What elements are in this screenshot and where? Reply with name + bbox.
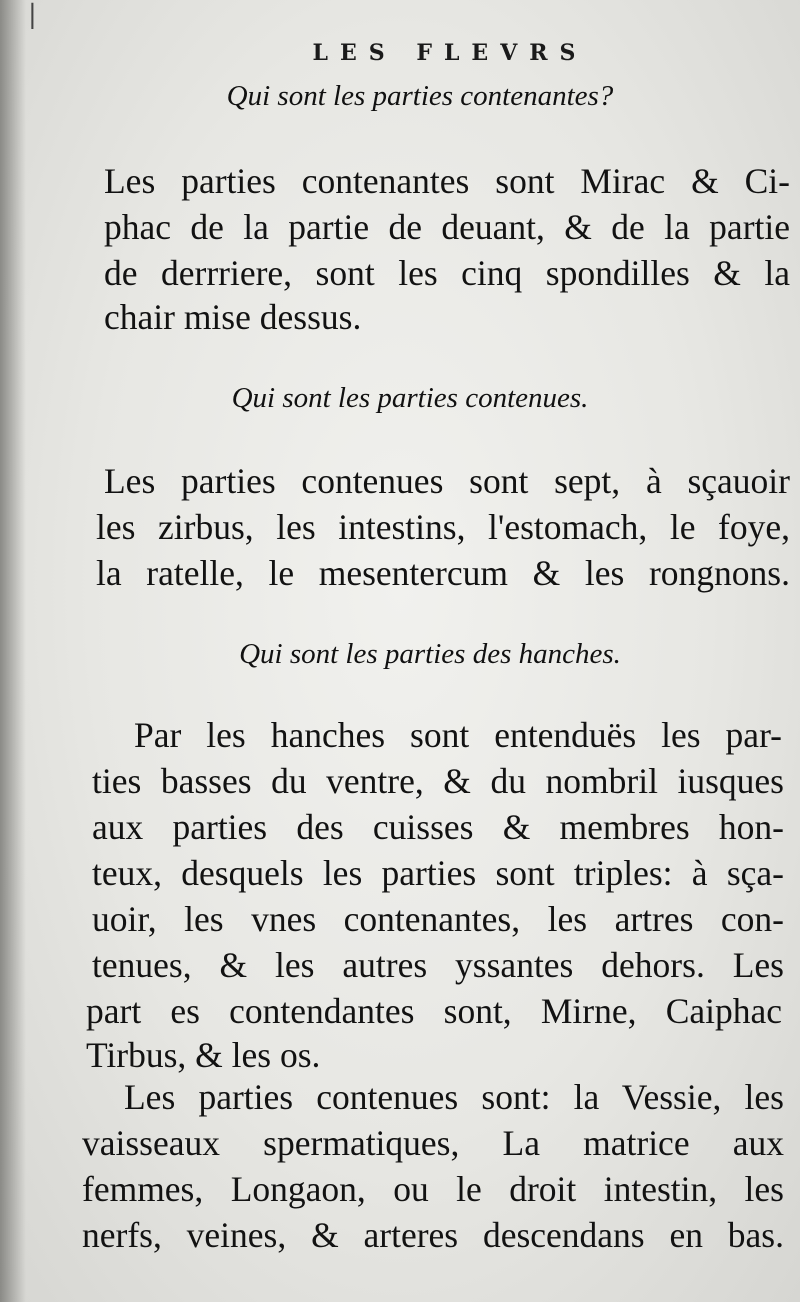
text-line: aux parties des cuisses & membres hon- (92, 807, 784, 847)
text-line: tenues, & les autres yssantes dehors. Les (92, 945, 784, 985)
text-line: Les parties contenues sont sept, à sçauoir (104, 461, 790, 501)
section-heading: Qui sont les parties contenantes? (226, 80, 614, 112)
running-head: LES FLEVRS (312, 40, 588, 66)
text-line: femmes, Longaon, ou le droit intestin, les (82, 1169, 784, 1209)
text-line: les zirbus, les intestins, l'estomach, le foye, (96, 507, 790, 547)
text-line: uoir, les vnes contenantes, les artres con- (92, 899, 784, 939)
text-line: Les parties contenantes sont Mirac & Ci- (104, 161, 790, 201)
text-line: la ratelle, le mesentercum & les rongnons. (96, 553, 790, 593)
text-line: ties basses du ventre, & du nombril iusques (92, 761, 784, 801)
text-line: phac de la partie de deuant, & de la partie (104, 207, 790, 247)
text-line: chair mise dessus. (104, 297, 362, 337)
section-heading: Qui sont les parties des hanches. (239, 638, 621, 670)
section-heading: Qui sont les parties contenues. (231, 382, 589, 414)
text-line: Tirbus, & les os. (86, 1035, 321, 1075)
text-line: nerfs, veines, & arteres descendans en bas. (82, 1215, 784, 1255)
text-line: part es contendantes sont, Mirne, Caiphac (86, 991, 782, 1031)
text-line: Par les hanches sont entenduës les par- (134, 715, 782, 755)
text-line: Les parties contenues sont: la Vessie, les (124, 1077, 784, 1117)
corner-mark: | (28, 0, 37, 30)
text-line: teux, desquels les parties sont triples: à sça- (92, 853, 784, 893)
page-gutter-shadow (0, 0, 26, 1302)
text-line: de derrriere, sont les cinq spondilles & la (104, 253, 790, 293)
text-line: vaisseaux spermatiques, La matrice aux (82, 1123, 784, 1163)
